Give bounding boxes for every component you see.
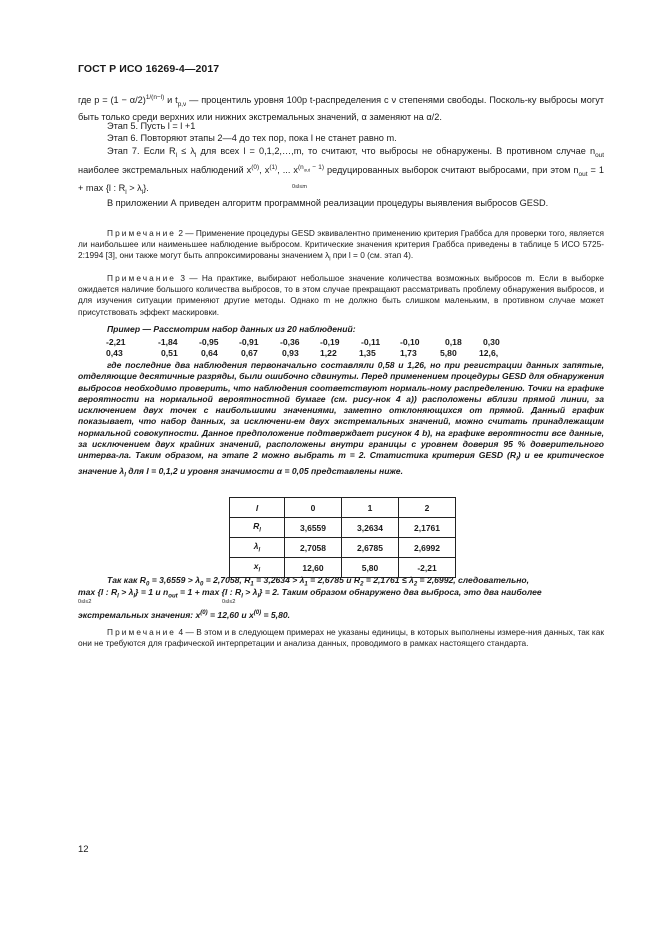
data-value: 0,64 — [201, 348, 218, 358]
data-value: -0,91 — [239, 337, 259, 347]
table-cell: 2,7058 — [285, 538, 342, 558]
text-span: для всех l = 0,1,2,…,m, то считают, что выбросы не обнаружены. В противном случае n — [196, 146, 596, 156]
text-span: = 5,80. — [261, 609, 291, 620]
paragraph-percentile: где $p = (1 - \alpha/2)^{1/(n-l)}$ и $t_{p,\nu}$ — процентиль уровня 100p t-распределения с ν степенями свободы. Посколь-ку выбросы могут быть только среди верхних или нижних экстремальных значений, α заменяют на α/2. — [78, 94, 605, 123]
text-span: Так как R — [107, 575, 146, 585]
text-span: ) и ее критическое значение λ — [78, 450, 604, 477]
data-value: -1,84 — [158, 337, 178, 347]
text-span: max {l : R — [78, 587, 118, 597]
data-value: -2,21 — [106, 337, 126, 347]
data-value: 0,51 — [161, 348, 178, 358]
table-cell: 3,2634 — [342, 518, 399, 538]
row-symbol: R — [253, 521, 260, 532]
text-span: ≤ λ — [177, 146, 195, 156]
data-value: 1,35 — [359, 348, 376, 358]
range-subscript: 0≤l≤2 — [78, 599, 92, 605]
table-cell: 5,80 — [342, 558, 399, 578]
step-5: Этап 5. Пусть l = l +1 — [107, 121, 196, 131]
text-span: 2 — Применение процедуры GESD эквивалентно применению критерия Граббса для проверки того, является ли наибольшее или наименьшее наблюдение выбросом. Критические значения критерия Граббса приведены в таблице 5 ИСО 5725-2:1994 [3], они также могут быть аппроксимированы значением λ — [78, 228, 604, 261]
text-span: для l = 0,1,2 и уровня значимости α = 0,05 представлены ниже. — [125, 466, 403, 477]
paragraph-appendix: В приложении А приведен алгоритм программной реализации процедуры выявления выбросов GESD. — [107, 198, 549, 208]
table-cell: -2,21 — [399, 558, 456, 578]
data-value: -0,36 — [280, 337, 300, 347]
text-span: 4 — В этом и в следующем примерах не указаны единицы, в которых выполнены измере-ния данных, так как они не требуются для графической интерпретации и анализа данных, проводимого в рамках настоящего стандарта. — [78, 627, 604, 649]
text-span: где последние два наблюдения первоначально составляли 0,58 и 1,26, но при регистрации данных запятые, отделяющие десятичные разряды, были ошибочно сдвинуты. Перед применением процедуры GESD для обнаружения выбросов необходимо проверить, что наблюдения соответствуют нормаль-ному распределению. Точки на графике вероятности на нормальной вероятностной бумаге (см. рису-нок 4 а)) расположены вблизи прямой линии, за исключением двух точек с наибольшими значениями, заметно отклоняющихся от прямой. Данный график показывает, что набор данных, за исключени-ем двух экстремальных значений, можно считать принадлежащим нормальной совокупности. Данное предположение подтверждает рисунок 4 b), на графике вероятности все данные, за исключением двух крайних значений, расположены внутри границы с уровнем доверия 95 % доверительного интерва-ла. Таким образом, на этапе 2 можно выбрать m = 2. Статистика критерия GESD (R — [78, 360, 604, 461]
text-span: > λ — [118, 587, 134, 597]
conclusion-line-2: max {l : $R_l > \lambda_l\} = 1$ и $n_{out} = 1 + \max \{l$ : $R_l > \lambda_l\} = 2$. Таким образом обнаружено два выброса, это два наиболее — [78, 587, 542, 600]
data-value: -0,10 — [400, 337, 420, 347]
text-span: где p = (1 − α/2) — [78, 95, 146, 106]
note-4 — [78, 627, 604, 649]
row-subscript: l — [258, 547, 261, 554]
data-value: -0,19 — [320, 337, 340, 347]
text-span: = 2,6992, следовательно, — [417, 575, 530, 585]
table-cell: 12,60 — [285, 558, 342, 578]
text-span: = 1 + max {l : R — [78, 165, 604, 193]
row-symbol: x — [253, 561, 259, 572]
conclusion-line-1: Так как $R_0 = 3,6559 > \lambda_0 = 2,7058$, $R_1 = 3,2634 > \lambda_1 = 2,6785$ и $R_2 = 2,1761 \le \lambda_2 = 2,6992$, следовательно, — [107, 575, 530, 588]
table-row — [230, 538, 456, 558]
data-value: 12,6, — [479, 348, 499, 358]
text-span: экстремальных значения: x — [78, 609, 201, 620]
text-span: — процентиль уровня 100p t-распределения с ν степенями свободы. Посколь-ку выбросы могут быть только среди верхних или нижних экстремальных значений, α заменяют на α/2. — [78, 95, 605, 123]
table-row-label — [230, 518, 285, 538]
text-span: , ... x — [277, 165, 299, 176]
page-number: 12 — [78, 844, 89, 855]
text-span: = 3,6559 > λ — [149, 575, 200, 585]
text-span: = 2,6785 и R — [307, 575, 361, 585]
text-span: = 12,60 и x — [207, 609, 254, 620]
table-header-cell: 2 — [399, 498, 456, 518]
table-cell: 2,6992 — [399, 538, 456, 558]
table-row — [230, 518, 456, 538]
data-value: -0,11 — [361, 337, 381, 347]
data-value: 0,18 — [445, 337, 462, 347]
note-label: Примечание — [107, 273, 177, 283]
data-value: 1,73 — [400, 348, 417, 358]
table-header-cell: l — [230, 498, 285, 518]
step-7: Этап 7. Если $R_l \le \lambda_l$ для всех l = 0,1,2,…,m, то считают, что выбросы не обнаружены. В противном случае $n_{out}$ наиболее экстремальных наблюдений $x^{(0)}$, $x^{(1)}$, ... $x^{(n_{out} - 1)}$ редуцированных выборок считают выбросами, при этом $n_{out} = 1 + \max \{l$ : $R_l > \lambda_l$}. — [78, 146, 605, 196]
table-header-cell: 1 — [342, 498, 399, 518]
example-body: где последние два наблюдения первоначально составляли 0,58 и 1,26, но при регистрации данных запятые, отделяющие десятичные разряды, были ошибочно сдвинуты. Перед применением процедуры GESD для обнаружения выбросов необходимо проверить, что наблюдения соответствуют нормаль-ному распределению. Точки на графике вероятности на нормальной вероятностной бумаге (см. рису-нок 4 а)) расположены вблизи прямой линии, за исключением двух точек с наибольшими значениями, заметно отклоняющихся от прямой. Данный график показывает, что набор данных, за исключени-ем двух экстремальных значений, можно считать принадлежащим нормальной совокупности. Данное предположение подтверждает рисунок 4 b), на графике вероятности все данные, за исключением двух крайних значений, расположены внутри границы с уровнем доверия 95 % доверительного интерва-ла. Таким образом, на этапе 2 можно выбрать m = 2. Статистика критерия GESD $(R_l)$ и ее критическое значение $\lambda_l$ для l = 0,1,2 и уровня значимости α = 0,05 представлены ниже. — [78, 360, 604, 480]
text-span: > λ — [126, 182, 142, 193]
row-subscript: l — [259, 527, 261, 534]
text-span: 3 — На практике, выбирают небольшое значение количества возможных выбросов m. Если в выборке ожидается наличие большого количества выбросов, то в этом случае прекращают рассматривать проблему обнаружения выбросов, и для изучения ситуации применяют другие методы. Однако m не должно быть слишком маленьким, в противном случае может присутствовать эффект маскировки. — [78, 273, 604, 317]
text-span: Этап 7. Если R — [107, 146, 176, 156]
conclusion-line-3: экстремальных значения: $x^{(0)} = 12,60$ и $x^{(0)} = 5,80$. — [78, 609, 291, 620]
example-title: Пример — Рассмотрим набор данных из 20 наблюдений: — [107, 324, 356, 334]
table-header-row — [230, 498, 456, 518]
table-header-cell: 0 — [285, 498, 342, 518]
text-span: > λ — [242, 587, 258, 597]
data-value: 0,67 — [241, 348, 258, 358]
text-span: = 2,1761 ≤ λ — [363, 575, 414, 585]
text-span: } = 2. Таким образом обнаружено два выброса, это два наиболее — [259, 587, 542, 597]
data-value: 0,93 — [282, 348, 299, 358]
range-subscript: 0≤l≤m — [292, 184, 307, 190]
text-span: } = 1 и n — [135, 587, 169, 597]
note-3 — [78, 273, 604, 318]
text-span: = 1 + max {l : R — [177, 587, 242, 597]
data-value: 5,80 — [440, 348, 457, 358]
text-span: , x — [259, 165, 270, 176]
text-span: = 2,7058, R — [203, 575, 251, 585]
row-subscript: l — [258, 567, 261, 574]
data-value: 0,43 — [106, 348, 123, 358]
table-row-label — [230, 538, 285, 558]
gesd-table — [229, 497, 456, 578]
text-span: = 3,2634 > λ — [253, 575, 305, 585]
data-value: 1,22 — [320, 348, 337, 358]
text-span: наиболее экстремальных наблюдений x — [78, 165, 252, 176]
table-cell: 2,6785 — [342, 538, 399, 558]
data-value: 0,30 — [483, 337, 500, 347]
note-2: Примечание 2 — Применение процедуры GESD эквивалентно применению критерия Граббса для проверки того, является ли наибольшее или наименьшее наблюдение выбросом. Критические значения критерия Граббса приведены в таблице 5 ИСО 5725-2:1994 [3], они также могут быть аппроксимированы значением $\lambda_l$ при l = 0 (см. этап 4). — [78, 228, 604, 264]
note-label: Примечание — [107, 228, 177, 238]
table-cell: 2,1761 — [399, 518, 456, 538]
text-span: редуцированных выборок считают выбросами, при этом n — [324, 165, 579, 176]
document-header: ГОСТ Р ИСО 16269-4—2017 — [78, 63, 220, 75]
row-symbol: λ — [253, 541, 259, 552]
step-6: Этап 6. Повторяют этапы 2—4 до тех пор, пока l не станет равно m. — [107, 133, 397, 143]
data-value: -0,95 — [199, 337, 219, 347]
text-span: }. — [143, 182, 149, 193]
range-subscript: 0≤l≤2 — [222, 599, 236, 605]
text-span: при l = 0 (см. этап 4). — [330, 250, 414, 261]
table-cell: 3,6559 — [285, 518, 342, 538]
note-label: Примечание — [107, 627, 177, 637]
